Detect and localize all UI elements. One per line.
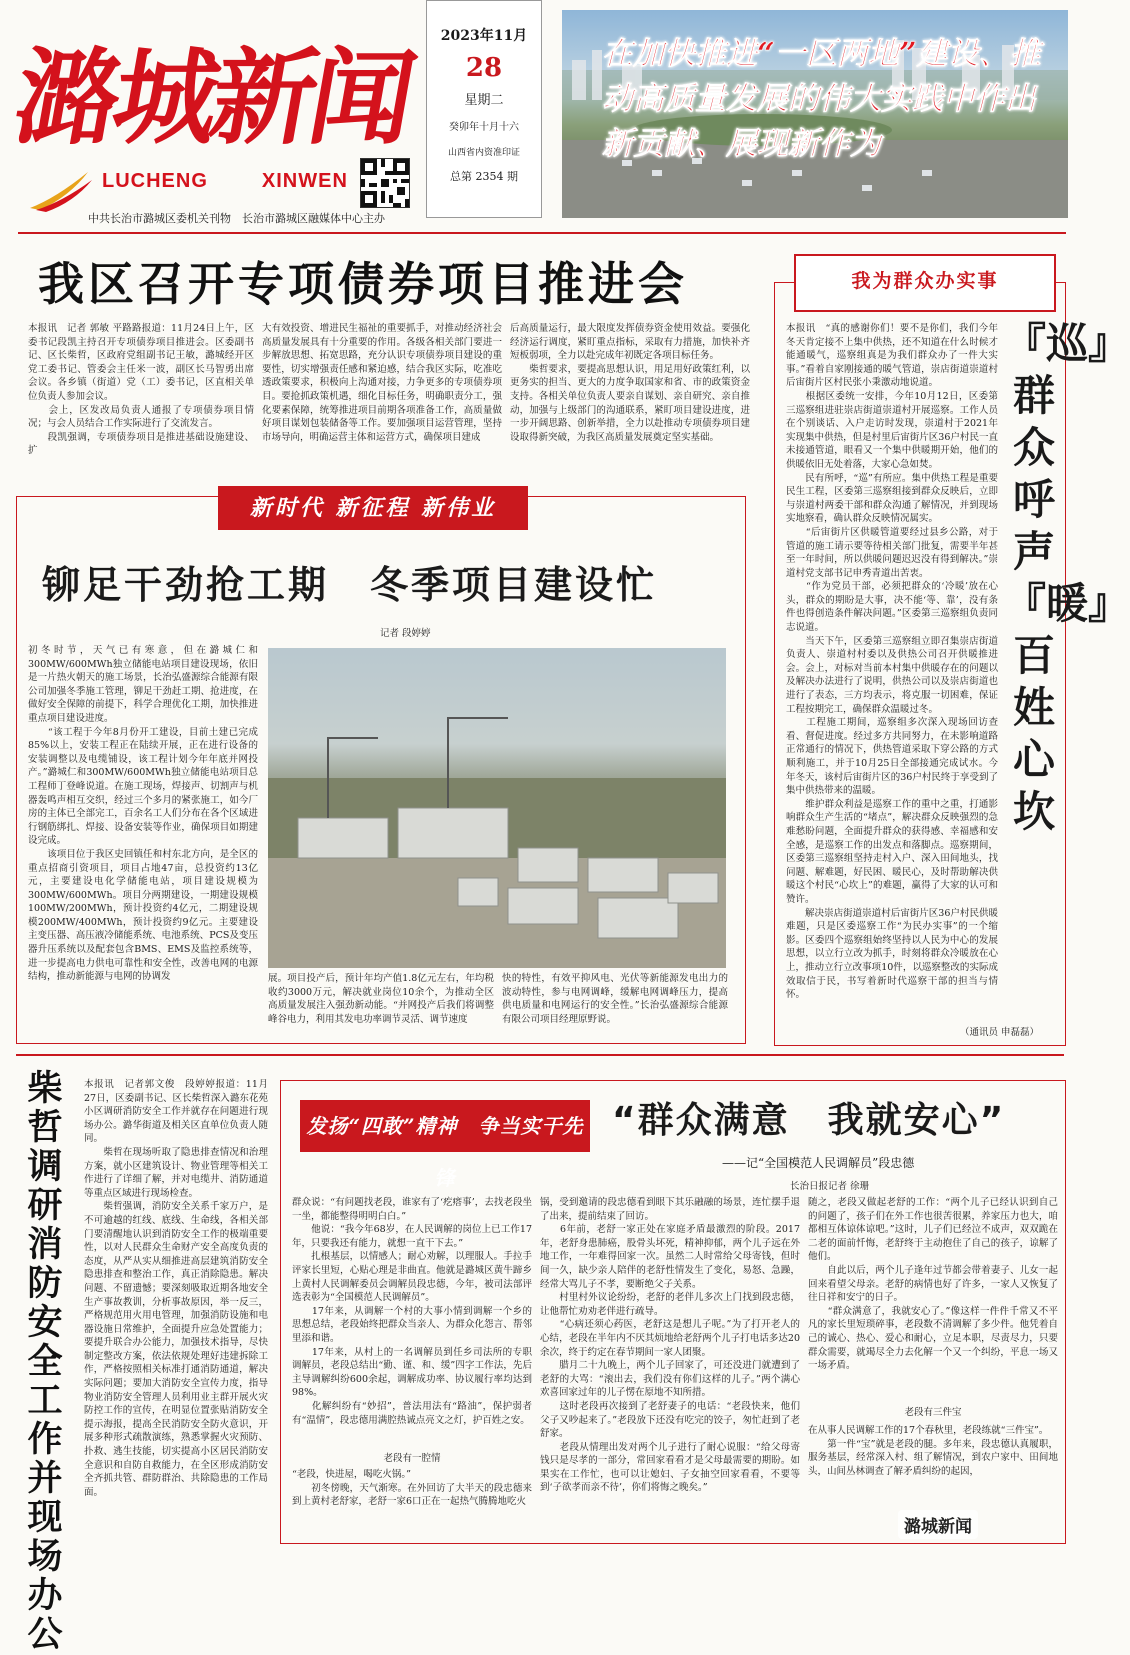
construction-site-illustration xyxy=(268,648,726,968)
right-vertical-headline: 『巡』群众呼声 『暖』百姓心坎 xyxy=(1004,319,1130,836)
logo-char: 新 xyxy=(201,36,324,159)
construction-photo xyxy=(268,648,726,968)
story4-body: 本报讯 记者郭文俊 段婷婷报道：11月27日，区委副书记、区长柴哲深入潞东花苑小区调研消防安全工作并就存在问题进行现场办公。潞华街道及相关区直单位负责人随同。 柴哲在现场听取了隐患排查情况和治理方案，就小区建筑设计、物业管理等相关工作进行了详细了解，并对电缆井、消防通道等重点区域进行现场检查。 柴哲强调，消防安全关系千家万户，是不可逾越的红线、底线、生命线，各相关部门要清醒地认识到消防安全工作的极端重要性，以对人民群众生命财产安全高度负责的态度，从严从实从细推进高层建筑消防安全隐患排查和整治工作，真正消除隐患。解决问题、不留遗憾；要深刻吸取近期各地安全生产事故教训，分析事故原因，举一反三，严格规范用火用电管理，加强消防设施和电器设施日常维护，全面提升应急处置能力；要提升联合办公能力，加强技术指导，尽快制定整改方案，依法依规处理好违建拆除工作，严格按照相关标准打通消防通道，解决实际问题；要加大消防安全宣传力度，指导物业消防安全管理人员利用业主群开展火灾防控工作的宣传，在明显位置张贴消防安全提示海报，提高全民消防安全防火意识，开展多种形式疏散演练，熟悉掌握火灾预防、扑救、逃生技能，切实提高小区居民消防安全意识和自防自救能力，在全区形成消防安全齐抓共管、群防群治、共除隐患的工作局面。 xyxy=(84,1079,268,1498)
slogan: 在加快推进“一区两地”建设、推动高质量发展的伟大实践中作出新贡献、展现新作为 xyxy=(602,36,1041,162)
english-word: LUCHENG xyxy=(102,170,208,192)
english-name xyxy=(102,170,402,193)
lead-column-3: 后高质量运行，最大限度发挥债券资金使用效益。要强化经济运行调度，紧盯重点指标，采取有力措施，加快补齐短板弱项，全力以赴完成年初既定各项目标任务。 柴哲要求，要提高思想认识，用足用好政策红利，以更务实的担当、更大的力度争取国家和省、市的政策资金支持。各相关单位负责人要亲自谋划、亲自研究、亲自推动，加强与上级部门的沟通联系，紧盯项目建设进度，进一步开阔思路、创新举措，全力以赴推动专项债券项目建设取得新突破，为我区高质量发展奠定坚实基础。 xyxy=(510,323,750,443)
logo-char: 潞 xyxy=(5,36,128,159)
story5-column-2: 锅，受到邀请的段忠德看到眼下其乐融融的场景，连忙摆手退了出来，提前结束了回访。 6年前，老舒一家正处在家庭矛盾最激烈的阶段。2017年，老舒身患肺癌，股骨头坏死，精神抑郁，两个儿子远在外地工作，一年难得回家一次。虽然二人时常给父母寄钱，但时间一久，缺少亲人陪伴的老舒性情发生了变化，易怒、急躁，经常大骂儿子不孝，要断绝父子关系。 村里村外议论纷纷，老舒的老伴儿多次上门找到段忠德，让他帮忙劝劝老伴进行疏导。 “心病还须心药医，老舒这是想儿子呢。”为了打开老人的心结，老段在半年内不厌其烦地给老舒两个儿子打电话多达20余次，终于约定在春节期间一家人团聚。 腊月二十九晚上，两个儿子回家了，可还没进门就遭到了老舒的大骂：“滚出去，我们没有你们这样的儿子。”两个满心欢喜回家过年的儿子愣在原地不知所措。 这时老段再次接到了老舒妻子的电话：“老段快来，他们父子又吵起来了。”老段放下还没有吃完的饺子，匆忙赶到了老舒家。 老段从情理出发对两个儿子进行了耐心说服：“给父母寄钱只是尽孝的一部分，常回家看看才是父母最需要的期盼。如果实在工作忙，也可以让媳妇、子女抽空回家看看，不要等到‘子欲孝而亲不待’，你们将悔之晚矣。” xyxy=(540,1197,800,1494)
story5-column-1b: “老段，快进屋，喝吃火锅。” 初冬傍晚，天气渐寒。在外回访了大半天的段忠德来到上黄村老舒家，老舒一家6口正在一起热气腾腾地吃火 xyxy=(292,1469,532,1508)
sponsor-line: 中共长治市潞城区委机关刊物 长治市潞城区融媒体中心主办 xyxy=(88,213,385,225)
date-box xyxy=(426,0,542,218)
wechat-watermark: 潞城新闻 xyxy=(898,1510,978,1539)
section-banner: 新时代 新征程 新伟业 xyxy=(218,486,528,530)
story2-column-1: 初冬时节，天气已有寒意，但在潞城仁和300MW/600MWh独立储能电站项目建设现场，依旧是一片热火朝天的施工场景，长治弘盛源综合能源有限公司加强冬季施工管理，铆足干劲赶工期、抢进度，在做好安全保障的前提下，科学合理优化工期，加快推进重点项目建设进度。 “该工程于今年8月份开工建设，目前土建已完成85%以上，安装工程正在陆续开展，正在进行设备的安装调整以及电缆铺设，该工程计划今年年底并网投产。”潞城仁和300MW/600MWh独立储能电站项目总工程师丁登峰说道。在施工现场，焊接声、切割声与机器轰鸣声相互交织，经过三个多月的紧张施工，如今厂房的主体已全部完工，百余名工人们分布在各个区域进行钢筋绑扎、焊接、设备安装等作业，确保项目如期建设完成。 该项目位于我区史回镇任和村东北方向，是全区的重点招商引资项目，项目占地47亩，总投资约13亿元，主要建设电化学储能电站，项目建设规模为300MW/600MWh。项目分两期建设，一期建设规模100MW/200MWh，预计投资约4亿元，二期建设规模200MW/400MWh，预计投资约9亿元。主要建设主变压器、高压液冷储能系统、电池系统、PCS及变压器升压系统以及配套包含BMS、EMS及监控系统等，进一步提高电力供电可靠性和安全性，改善电网的电源结构，推动新能源与电网的协调发 xyxy=(28,645,258,983)
story4-vertical-headline: 柴哲调研消防安全工作并现场办公 xyxy=(27,1069,63,1655)
permit: 山西省内资准印证 xyxy=(447,148,520,158)
lunar-date: 癸卯年十月十六 xyxy=(449,122,519,133)
story5-banner: 发扬“四敢”精神 争当实干先锋 xyxy=(300,1100,590,1152)
story5-column-3b: 在从事人民调解工作的17个春秋里，老段练就“三件宝”。 第一件“宝”就是老段的腿。多年来，段忠德认真履职，服务基层，经常深入村、组了解情况，到农户家中、田间地头，山间丛林调查了解矛盾纠纷的起因， xyxy=(808,1425,1058,1477)
masthead-logo xyxy=(5,14,422,159)
english-word: XINWEN xyxy=(261,170,348,192)
weekday: 星期二 xyxy=(464,93,504,108)
emblem-icon xyxy=(26,168,96,212)
date-year-month: 2023年11月 xyxy=(440,28,528,44)
story2-headline: 铆足干劲抢工期 冬季项目建设忙 xyxy=(42,563,658,607)
right-story-author: （通讯员 申磊磊） xyxy=(960,1027,1040,1038)
story5-subhead-1: 老段有一腔情 xyxy=(383,1453,441,1464)
story2-column-3: 快的特性，有效平抑风电、光伏等新能源发电出力的波动特性，参与电网调峰，缓解电网调峰压力，提高供电质量和电网运行的安全性。”长治弘盛源综合能源有限公司项目经理原野说。 xyxy=(502,973,728,1025)
logo-char: 城 xyxy=(103,36,226,159)
lead-column-1: 本报讯 记者 郭敏 平路路报道：11月24日上午，区委书记段凯主持召开专项债券项目推进会。区委副书记、区长柴哲，区政府党组副书记王敏，潞城经开区党工委书记、管委会主任米一波，副区长马智勇出席会议。各乡镇（街道）党（工）委书记，区直相关单位负责人参加会议。 会上，区发改局负责人通报了专项债券项目情况；与会人员结合工作实际进行了交流发言。 段凯强调，专项债券项目是推进基础设施建设、扩 xyxy=(28,323,254,457)
story5-subtitle: ——记“全国模范人民调解员”段忠德 xyxy=(722,1156,915,1170)
date-day: 28 xyxy=(465,53,503,83)
section-rule xyxy=(16,1054,1064,1056)
story5-column-1: 群众说：“有问题找老段，谁家有了‘疙瘩事’，去找老段坐一坐，都能整得明明白白。” 他说：“我今年68岁，在人民调解的岗位上已工作17年，只要我还有能力，就想一直干下去。” 扎根基层，以情感人；耐心劝解，以理服人。手拉手评家长里短，心贴心理是非曲直。他就是潞城区黄牛蹄乡上黄村人民调解委员会调解员段忠德，今年，被司法部评选表彰为“全国模范人民调解员”。 17年来，从调解一个村的大事小情到调解一个乡的思想总结，老段始终把群众当亲人、为群众化怨言、帮邻里添和谐。 17年来，从村上的一名调解员到任乡司法所的专职调解员，老段总结出“勤、谨、和、缓”四字工作法，先后主导调解纠纷600余起，调解成功率、协议履行率均达到98%。 化解纠纷有“妙招”，普法用法有“路油”，保护弱者有“温情”，段忠德用满腔热诚点亮文之灯，护百姓之安。 xyxy=(292,1197,532,1426)
right-banner: 我为群众办实事 xyxy=(794,254,1056,312)
story2-column-2: 展。项目投产后，预计年均产值1.8亿元左右，年均税收约3000万元，解决就业岗位10余个，为推动全区高质量发展注入强劲新动能。“并网投产后我们将调整峰谷电力，利用其发电功率调节灵活、调节速度 xyxy=(268,973,494,1025)
qr-code-icon[interactable] xyxy=(360,158,410,208)
right-story-body: 本报讯 “真的感谢你们！要不是你们，我们今年冬天肯定接不上集中供热，还不知道在什么时候才能通暖气，巡察组真是为我们群众办了一件大实事。”看着自家刚接通的暖气管道，崇店街道崇道村后宙街片区村民张小秉激动地说道。 根据区委统一安排，今年10月12日，区委第三巡察组进驻崇店街道崇道村开展巡察。工作人员在个别谈话、入户走访时发现，崇道村于2021年实现集中供热，但是村里后宙街片区36户村民一直未接通管道，眼看又一个集中供暖期开始，他们的供暖依旧无处着落，大家心急如焚。 民有所呼，“巡”有所应。集中供热工程是重要民生工程，区委第三巡察组接到群众反映后，立即与崇道村两委干部和群众沟通了解情况，并到现场实地察看，确认群众反映情况属实。 “后宙街片区供暖管道要经过县乡公路，对于管道的施工请示要等待相关部门批复，需要半年甚至一年时间，所以供暖问题迟迟没有得到解决。”崇道村党支部书记申秀青道出苦衷。 “作为党员干部，必须把群众的‘冷暖’放在心头，群众的期盼是大事，决不能‘等、靠’，没有条件也得创造条件解决问题。”区委第三巡察组负责同志说道。 当天下午，区委第三巡察组立即召集崇店街道负责人、崇道村村委以及供热公司召开供暖推进会。会上，对标对当前本村集中供暖存在的问题以及解决办法进行了说明，供热公司以及崇店街道也进行了表态，三方均表示，将克服一切困难，保证工程按期完工，确保群众温暖过冬。 工程施工期间，巡察组多次深入现场回访查看、督促进度。经过多方共同努力，在未影响道路正常通行的情况下，供热管道采取下穿公路的方式顺利施工，并于10月25日全部接通完成试水。今年冬天，该村后宙街片区的36户村民终于享受到了集中供热带来的温暖。 维护群众利益是巡察工作的重中之重，打通影响群众生产生活的“堵点”，解决群众反映强烈的急难愁盼问题，全面提升群众的获得感、幸福感和安全感，是巡察工作的出发点和落脚点。巡察期间，区委第三巡察组坚持走村入户、深入田间地头，找问题、解难题，好民困、暖民心，及时帮助解决供暖这个村民“心坎上”的难题，赢得了大家的认可和赞许。 解决崇店街道崇道村后宙街片区36户村民供暖难题，只是区委巡察工作“为民办实事”的一个缩影。区委四个巡察组始终坚持以人民为中心的发展思想，以立行立改为抓手，时刻将群众冷暖放在心上，推动立行立改事项10件，以巡察整改的实际成效取信于民，书写着新时代巡察干部的担当与情怀。 xyxy=(786,323,998,1001)
story2-byline: 记者 段婷婷 xyxy=(380,628,431,639)
lead-headline: 我区召开专项债券项目推进会 xyxy=(38,257,688,311)
lead-column-2: 大有效投资、增进民生福祉的重要抓手，对推动经济社会高质量发展具有十分重要的作用。各级各相关部门要进一步解放思想、拓宽思路，充分认识专项债券项目建设的重要性，切实增强责任感和紧迫感，结合我区实际，吃准吃透政策要求，积极向上沟通对接，力争更多的专项债券项目。要抢抓政策机遇，细化目标任务，明确职责分工，强化要素保障，统筹推进项目前期各项准备工作，高质量做好项目谋划包装储备等工作。要加强项目运营管理，坚持市场导向，明确运营主体和运营方式，确保项目建成 xyxy=(262,323,502,443)
story5-reporter: 长治日报记者 徐珊 xyxy=(790,1181,870,1192)
story5-subhead-2: 老段有三件宝 xyxy=(904,1407,962,1418)
issue-number: 总第 2354 期 xyxy=(450,170,518,183)
story5-headline: “群众满意 我就安心” xyxy=(612,1100,1006,1141)
logo-char: 闻 xyxy=(299,36,422,159)
story5-column-3: 随之，老段又做起老舒的工作：“两个儿子已经认识到自己的问题了，孩子们在外工作也很苦很累，养家压力也大，咱都相互体谅体谅吧。”这时，儿子们已经泣不成声，双双跪在二老的面前忏悔，老舒终于主动抱住了自己的孩子，谅解了他们。 自此以后，两个儿子逢年过节都会带着妻子、儿女一起回来看望父母亲。老舒的病情也好了许多，一家人又恢复了往日祥和安宁的日子。 “群众满意了，我就安心了。”像这样一件件千常又不平凡的家长里短琐碎事，老段数不清调解了多少件。他凭着自己的诚心、热心、爱心和耐心，立足本职，尽责尽力，只要群众需要，就竭尽全力去化解一个又一个纠纷，平息一场又一场矛盾。 xyxy=(808,1197,1058,1372)
masthead-rule xyxy=(18,232,1066,234)
